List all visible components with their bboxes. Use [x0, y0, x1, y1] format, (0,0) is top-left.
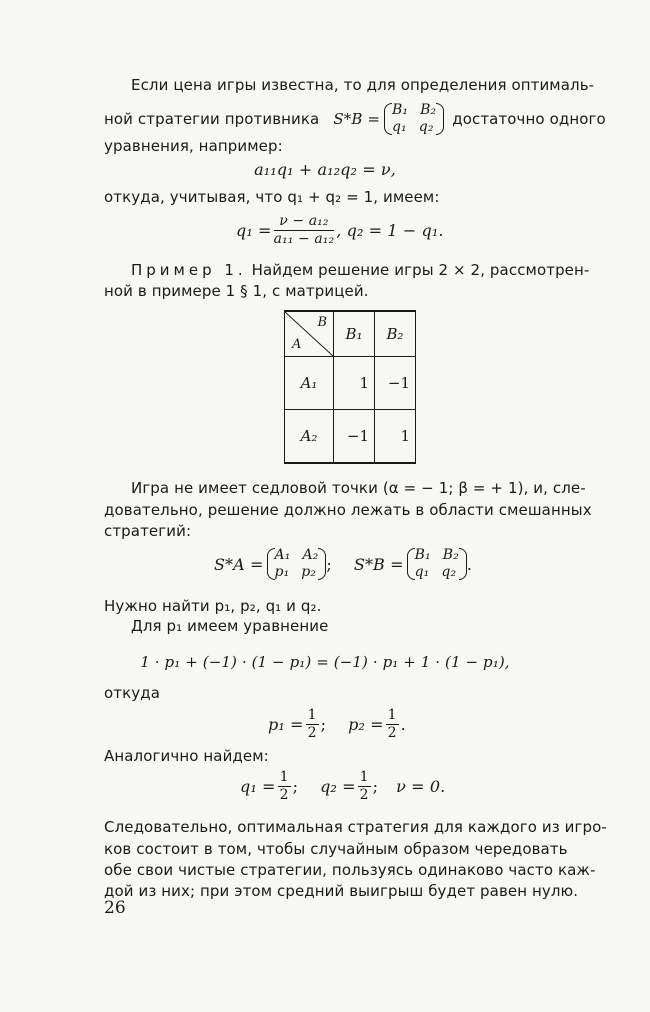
corner-label-b: B	[317, 315, 327, 330]
paragraph-line: Нужно найти p₁, p₂, q₁ и q₂.	[104, 597, 322, 615]
page-number: 26	[104, 898, 126, 918]
fraction	[274, 213, 335, 248]
eq-lhs: q₂ =	[320, 776, 356, 796]
paragraph-line: Следовательно, оптимальная стратегия для каждого из игро-	[104, 818, 607, 836]
equation	[240, 766, 445, 806]
column-header: B₂	[375, 311, 416, 357]
paragraph-line	[131, 261, 589, 279]
text-fragment: Найдем решение игры 2 × 2, рассмотрен-	[251, 261, 590, 279]
fraction-numerator: 1	[307, 706, 317, 723]
matrix-cell: A₂	[302, 547, 319, 563]
eq-lhs: q₁ =	[240, 776, 276, 796]
eq-lhs: p₂ =	[348, 714, 384, 734]
fraction	[306, 707, 319, 742]
equation: a₁₁q₁ + a₁₂q₂ = ν,	[254, 160, 396, 179]
separator: ;	[320, 714, 327, 734]
equation: 1 · p₁ + (−1) · (1 − p₁) = (−1) · p₁ + 1 · (1 − p₁),	[140, 653, 510, 671]
separator: .	[400, 714, 406, 734]
separator: ;	[326, 554, 332, 574]
matrix-cell: p₂	[301, 564, 317, 580]
matrix-cell: q₂	[441, 564, 457, 580]
example-label: Пример 1.	[131, 261, 247, 279]
separator: .	[466, 554, 473, 574]
text-fragment: ной стратегии противника	[104, 110, 320, 128]
row-header: A₂	[285, 410, 334, 464]
paragraph-line: уравнения, например:	[104, 137, 283, 155]
strategy-sb-matrix	[384, 102, 444, 136]
fraction-denominator: 2	[279, 786, 289, 803]
strategy-sb-label: S*B =	[333, 110, 380, 128]
matrix-cell: B₁	[392, 102, 409, 118]
equation	[236, 211, 444, 249]
matrix-cell: q₁	[414, 564, 430, 580]
table-corner-cell	[285, 311, 334, 357]
fraction-denominator: a₁₁ − a₁₂	[273, 230, 335, 247]
fraction-denominator: 2	[387, 724, 397, 741]
paragraph-line	[104, 99, 606, 139]
separator: ;	[292, 776, 299, 796]
matrix-cell: A₁	[274, 547, 291, 563]
matrix-cell: B₂	[442, 547, 459, 563]
fraction-denominator: 2	[359, 786, 369, 803]
matrix-cell: q₁	[392, 119, 407, 135]
fraction-numerator: 1	[279, 768, 289, 785]
paragraph-line: Аналогично найдем:	[104, 747, 269, 765]
column-header: B₁	[334, 311, 375, 357]
eq-lhs: q₁ =	[236, 220, 272, 240]
fraction	[278, 769, 291, 804]
table-cell: 1	[334, 357, 375, 410]
fraction	[386, 707, 399, 742]
fraction-numerator: ν − a₁₂	[274, 213, 335, 231]
matrix-cell: p₁	[274, 564, 290, 580]
row-header: A₁	[285, 357, 334, 410]
matrix-cell: B₁	[414, 547, 431, 563]
strategy-sb-matrix	[407, 547, 467, 581]
paragraph-line: Игра не имеет седловой точки (α = − 1; β = + 1), и, сле-	[131, 479, 586, 497]
strategy-sa-matrix	[267, 547, 327, 581]
paragraph-line: откуда	[104, 684, 161, 702]
matrix-cell: q₂	[418, 119, 434, 135]
equation	[268, 704, 406, 744]
fraction-denominator: 2	[307, 724, 317, 741]
separator: ;	[372, 776, 379, 796]
table-cell: 1	[375, 410, 416, 464]
paragraph-line: дой из них; при этом средний выигрыш будет равен нулю.	[104, 882, 579, 900]
fraction	[358, 769, 371, 804]
text-fragment: достаточно одного	[452, 110, 606, 128]
paragraph-line: довательно, решение должно лежать в области смешанных	[104, 501, 592, 519]
fraction-numerator: 1	[387, 706, 397, 723]
fraction-numerator: 1	[359, 768, 369, 785]
paragraph-line: Если цена игры известна, то для определения оптималь-	[131, 76, 595, 94]
table-cell: −1	[334, 410, 375, 464]
paragraph-line: откуда, учитывая, что q₁ + q₂ = 1, имеем:	[104, 188, 440, 206]
game-value: ν = 0.	[396, 776, 446, 796]
strategy-sa-label: S*A =	[214, 554, 264, 574]
table-cell: −1	[375, 357, 416, 410]
paragraph-line: стратегий:	[104, 522, 192, 540]
equation	[214, 542, 472, 586]
payoff-matrix-table	[284, 310, 416, 464]
paragraph-line: Для p₁ имеем уравнение	[131, 617, 329, 635]
corner-label-a: A	[292, 337, 302, 352]
paragraph-line: ной в примере 1 § 1, с матрицей.	[104, 282, 369, 300]
strategy-sb-label: S*B =	[353, 554, 404, 574]
matrix-cell: B₂	[420, 102, 437, 118]
eq-lhs: p₁ =	[268, 714, 304, 734]
paragraph-line: ков состоит в том, чтобы случайным образом чередовать	[104, 840, 568, 858]
paragraph-line: обе свои чистые стратегии, пользуясь одинаково часто каж-	[104, 861, 596, 879]
eq-rhs: , q₂ = 1 − q₁.	[336, 220, 444, 240]
